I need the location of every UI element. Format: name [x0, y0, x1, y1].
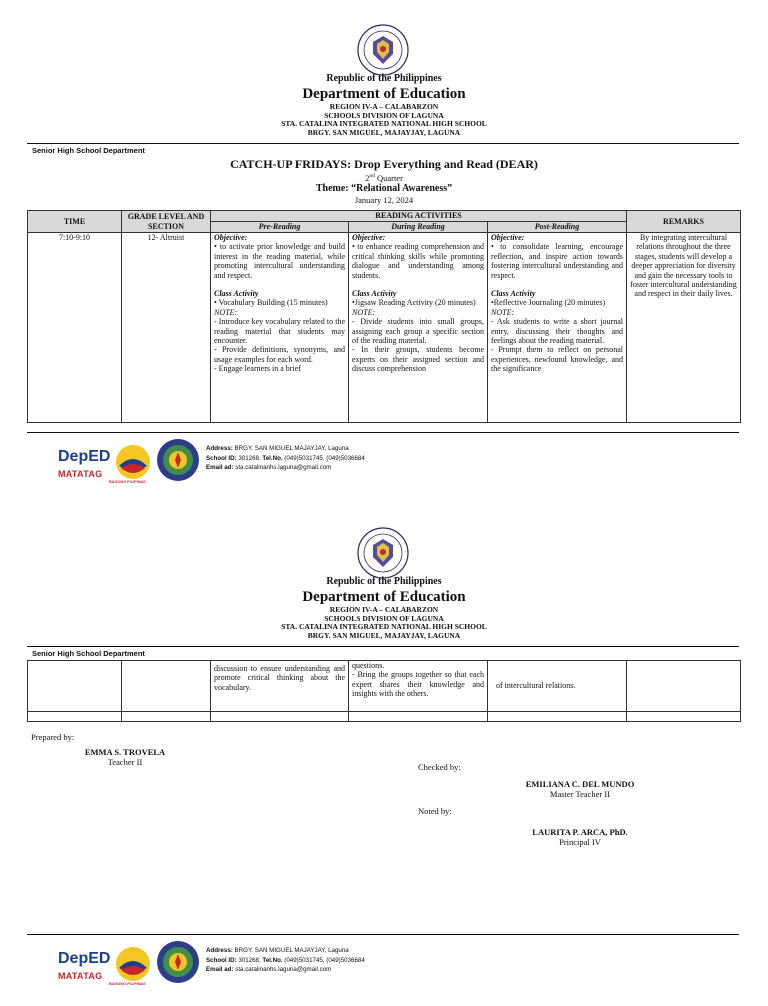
objective-label: Objective: [352, 233, 386, 242]
cell-remarks [627, 661, 741, 712]
region-text: REGION IV-A – CALABARZON [329, 605, 439, 614]
noted-title: Principal IV [559, 837, 601, 847]
footer-email: Email ad: sta.catalinanhs.laguna@gmail.com [206, 966, 332, 973]
note-item: - Ask students to write a short journal entry, discussing their thoughts and feelings about the reading material. [491, 317, 623, 346]
note-item: - Introduce key vocabulary related to the reading material that students may encounter. [214, 317, 345, 346]
document-title: CATCH-UP FRIDAYS: Drop Everything and Read (DEAR) [230, 157, 538, 171]
prepared-by-label: Prepared by: [31, 732, 75, 742]
deped-matatag-logo: DepED MATATAG [58, 448, 111, 479]
note-item: - Divide students into small groups, assigning each group a specific section of the reading material. [352, 317, 484, 346]
note-item: - Engage learners in a brief [214, 364, 301, 374]
cell-grade: 12- Altruist [122, 233, 211, 423]
cell-post-reading [488, 233, 627, 423]
cell-time: 7:10-9:10 [28, 233, 122, 423]
table-row [28, 233, 741, 423]
checked-by-label: Checked by: [418, 762, 461, 772]
cell-pre-reading [211, 233, 349, 423]
school-address: BRGY. SAN MIGUEL, MAJAYJAY, LAGUNA [307, 630, 461, 640]
republic-text: Republic of the Philippines [326, 576, 442, 587]
prepared-title: Teacher II [107, 757, 143, 767]
deped-seal-icon [357, 24, 409, 76]
department-name: Department of Education [302, 86, 466, 102]
footer-divider [27, 934, 739, 935]
school-address: BRGY. SAN MIGUEL, MAJAYJAY, LAGUNA [307, 127, 461, 137]
deped-seal-icon [357, 527, 409, 579]
date-text: January 12, 2024 [354, 194, 414, 205]
noted-by-block [500, 827, 660, 847]
objective-text: • to consolidate learning, encourage reflection, and inspire action towards fostering intercultural understanding and respect. [491, 242, 623, 280]
footer-school-id: School ID: 301268, Tel.No. (049)5031745, (049)5036684 [206, 454, 365, 462]
class-activity-label: Class Activity [491, 289, 536, 299]
activity-text: •Jigsaw Reading Activity (20 minutes) [352, 298, 476, 308]
checked-by-block [500, 779, 660, 799]
prepared-name: EMMA S. TROVELA [84, 747, 166, 757]
col-header-reading-activities: READING ACTIVITIES [211, 211, 627, 222]
region-text: REGION IV-A – CALABARZON [329, 102, 439, 111]
department-label: Senior High School Department [32, 649, 145, 658]
footer-contact [206, 444, 365, 473]
col-header-remarks: REMARKS [627, 211, 741, 233]
table-row [28, 712, 741, 722]
objective-label: Objective: [491, 233, 525, 242]
department-label: Senior High School Department [32, 146, 145, 155]
activity-table-continued [27, 660, 741, 722]
cell-during-reading [349, 661, 488, 712]
footer-logos [58, 438, 200, 488]
checked-title: Master Teacher II [549, 789, 611, 799]
note-item: - Prompt them to reflect on personal experiences, newfound knowledge, and the significance [491, 345, 623, 374]
cell-grade [122, 661, 211, 712]
footer-email: Email ad: sta.catalinanhs.laguna@gmail.com [206, 464, 332, 471]
note-label: NOTE: [491, 307, 515, 317]
class-activity-label: Class Activity [214, 289, 259, 299]
cell-time [28, 661, 122, 712]
header-divider [27, 646, 739, 647]
footer-address: Address: BRGY. SAN MIGUEL MAJAYJAY, Laguna [206, 947, 349, 954]
note-item: questions. [352, 661, 385, 670]
cell-during-reading [349, 233, 488, 423]
note-label: NOTE: [214, 307, 238, 317]
document-page-1 [0, 0, 768, 500]
bagong-pilipinas-text: BAGONG PILIPINAS [109, 480, 146, 484]
class-activity-label: Class Activity [352, 289, 397, 299]
document-page-2 [0, 500, 768, 1006]
bagong-pilipinas-text: BAGONG PILIPINAS [109, 982, 146, 986]
note-item: - Provide definitions, synonyms, and usage examples for each word. [214, 345, 345, 364]
objective-label: Objective: [214, 233, 248, 242]
footer-divider [27, 432, 739, 433]
letterhead [0, 576, 768, 640]
prepared-by-block [70, 747, 180, 767]
division-text: SCHOOLS DIVISION OF LAGUNA [324, 613, 444, 623]
republic-text: Republic of the Philippines [326, 73, 442, 84]
col-header-pre-reading: Pre-Reading [211, 222, 349, 233]
table-row [28, 661, 741, 712]
col-header-post-reading: Post-Reading [488, 222, 627, 233]
title-block [0, 157, 768, 205]
note-label: NOTE: [352, 307, 376, 317]
bagong-pilipinas-logo-icon [113, 442, 153, 482]
activity-table [27, 210, 741, 423]
objective-text: • to enhance reading comprehension and critical thinking skills while promoting dialogue and understanding among students. [352, 242, 484, 280]
theme-text: Theme: “Relational Awareness” [315, 182, 453, 194]
letterhead [0, 73, 768, 137]
department-name: Department of Education [302, 589, 466, 605]
note-item: - In their groups, students become experts on their assigned section and discuss comprehension [352, 345, 484, 374]
division-text: SCHOOLS DIVISION OF LAGUNA [324, 110, 444, 120]
col-header-grade: GRADE LEVEL AND SECTION [122, 211, 211, 233]
quarter-text: 2nd Quarter [365, 172, 403, 183]
noted-by-label: Noted by: [418, 806, 452, 816]
bagong-pilipinas-logo-icon [113, 944, 153, 984]
footer-address: Address: BRGY. SAN MIGUEL MAJAYJAY, Laguna [206, 445, 349, 452]
noted-name: LAURITA P. ARCA, PhD. [532, 827, 628, 837]
footer-contact [206, 946, 365, 975]
activity-text: •Reflective Journaling (20 minutes) [491, 298, 606, 308]
checked-name: EMILIANA C. DEL MUNDO [525, 779, 635, 789]
deped-matatag-logo: DepED MATATAG [58, 950, 111, 981]
objective-text: • to activate prior knowledge and build interest in the reading material, while promoting intercultural understanding and respect. [214, 242, 345, 280]
school-name: STA. CATALINA INTEGRATED NATIONAL HIGH SCHOOL [281, 622, 487, 632]
activity-text: • Vocabulary Building (15 minutes) [214, 298, 328, 308]
footer-school-id: School ID: 301268, Tel.No. (049)5031745, (049)5036684 [206, 956, 365, 964]
school-seal-icon [156, 940, 200, 984]
cell-pre-reading: discussion to ensure understanding and promote critical thinking about the vocabulary. [211, 661, 349, 712]
note-item: - Bring the groups together so that each expert shares their knowledge and insights with the others. [352, 670, 484, 699]
col-header-during-reading: During Reading [349, 222, 488, 233]
footer-logos [58, 940, 200, 990]
cell-post-reading: of intercultural relations. [488, 661, 627, 712]
col-header-time: TIME [28, 211, 122, 233]
school-seal-icon [156, 438, 200, 482]
cell-remarks: By integrating intercultural relations throughout the three stages, students will develop a deeper appreciation for diversity and gain the necessary tools to foster intercultural understanding and respect in their daily lives. [627, 233, 741, 423]
school-name: STA. CATALINA INTEGRATED NATIONAL HIGH SCHOOL [281, 119, 487, 129]
header-divider [27, 143, 739, 144]
